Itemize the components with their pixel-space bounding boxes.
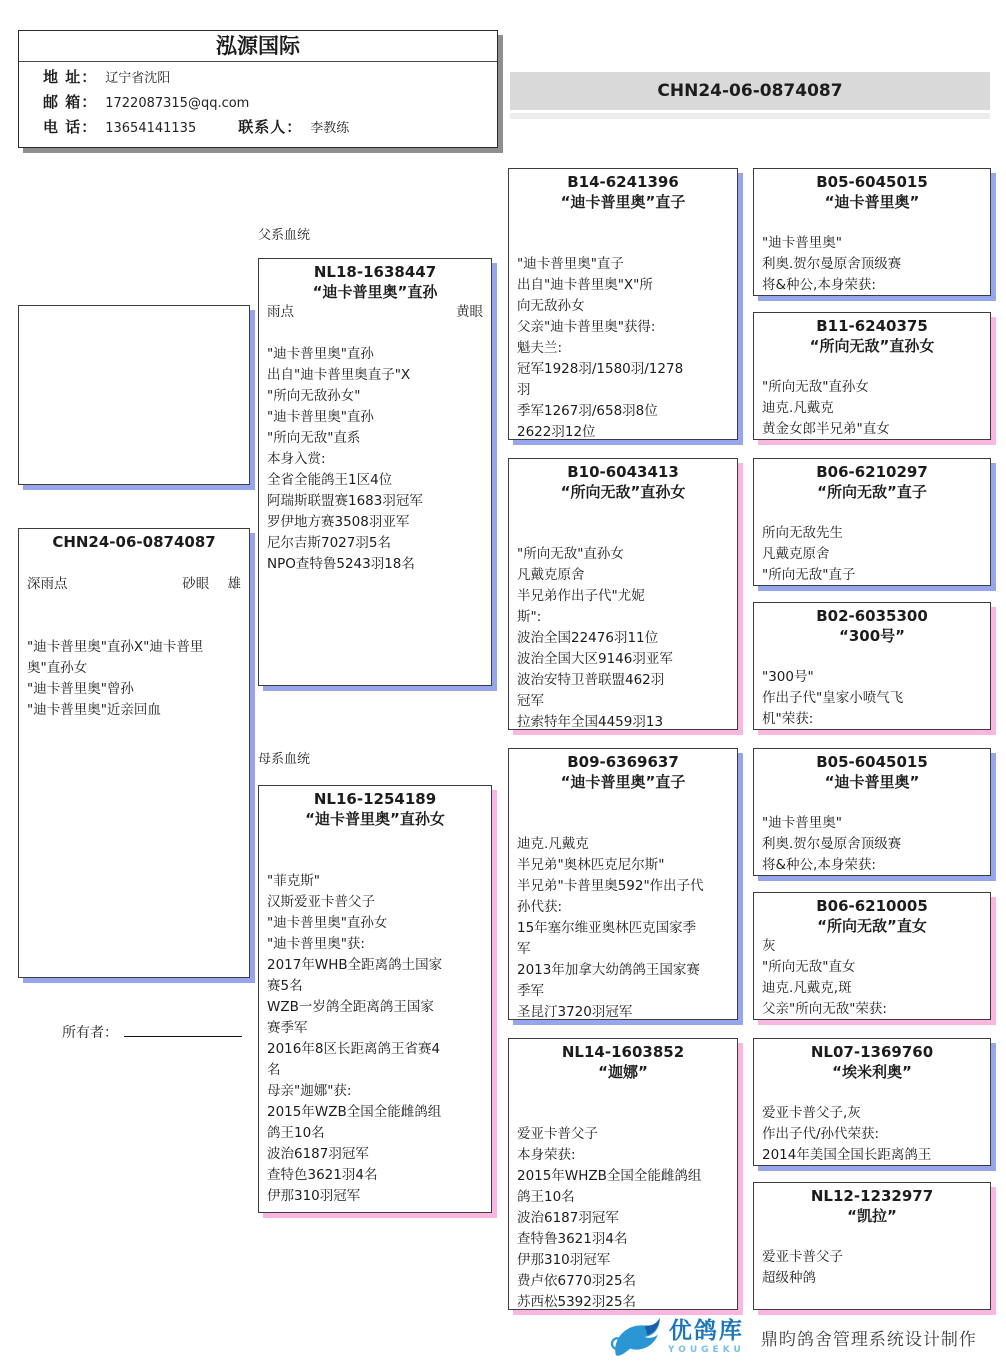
text-line: 查特鲁3621羽4名 — [517, 1231, 628, 1247]
loft-info-card — [18, 30, 498, 148]
bird-details — [762, 356, 982, 440]
bird-details — [517, 1082, 729, 1310]
subject-color: 深雨点 — [27, 576, 68, 592]
text-line: "所向无敌"直孙女 — [762, 379, 869, 395]
bird-details — [517, 212, 729, 440]
text-line — [517, 792, 729, 813]
text-line: 季军 — [517, 983, 544, 999]
subject-details — [27, 595, 241, 721]
text-line: 爱亚卡普父子 — [762, 1249, 843, 1265]
great-grandparent-box-3 — [753, 458, 991, 586]
phone-label: 电 话： — [43, 118, 98, 136]
text-line: 作出子代"皇家小喷气飞 — [762, 690, 904, 706]
phone-row — [19, 116, 497, 137]
brand-name: 优鸽库 — [668, 1318, 744, 1344]
text-line: 超级种鸽 — [762, 1270, 816, 1286]
text-line — [762, 646, 982, 667]
text-line: 鸽王10名 — [517, 1189, 575, 1205]
text-line: 利奥.贺尔曼原舍顶级赛 — [762, 836, 902, 852]
text-line: WZB一岁鸽全距离鸽王国家 — [267, 999, 434, 1015]
subject-meta-row — [27, 574, 241, 595]
banner-underline-bar — [510, 113, 990, 119]
text-line: 罗伊地方赛3508羽亚军 — [267, 514, 410, 530]
text-line — [267, 850, 483, 871]
text-line: 本身荣获: — [517, 1147, 576, 1163]
text-line: 孙代获: — [517, 899, 563, 915]
address-value: 辽宁省沈阳 — [105, 71, 171, 86]
grandfather-maternal-box — [508, 748, 738, 1020]
ring-number-banner: CHN24-06-0874087 — [510, 72, 990, 110]
text-line: 灰 — [762, 938, 776, 954]
text-line: 鸽王10名 — [267, 1125, 325, 1141]
text-line: 伊那310羽冠军 — [267, 1188, 361, 1204]
ring-number: B11-6240375 — [816, 317, 928, 335]
text-line: 凡戴克原舍 — [762, 546, 830, 562]
address-label: 地 址： — [43, 68, 98, 86]
text-line: "迪卡普里奥"直孙女 — [267, 915, 388, 931]
contact-pair — [238, 116, 349, 137]
text-line: 2015年WHZB全国全能雌鸽组 — [517, 1168, 702, 1184]
text-line: 半兄弟"卡普里奥592"作出子代 — [517, 878, 704, 894]
text-line: 出自"迪卡普里奥"X"所 — [517, 277, 653, 293]
bird-name: “所向无敌”直孙女 — [560, 483, 686, 501]
grandmother-paternal-box — [508, 458, 738, 730]
text-line — [267, 829, 483, 850]
bird-details — [762, 1082, 982, 1166]
text-line: "迪卡普里奥"直孙 — [267, 409, 374, 425]
text-line: "所向无敌"直子 — [762, 567, 856, 583]
great-grandparent-box-2 — [753, 312, 991, 440]
bird-name: “迪卡普里奥”直子 — [560, 193, 686, 211]
text-line: 苏西松5392羽25名 — [517, 1294, 637, 1310]
text-line: 2013年加拿大幼鸽鸽王国家赛 — [517, 962, 700, 978]
text-line: 凡戴克原舍 — [517, 567, 585, 583]
photo-placeholder-box — [18, 305, 250, 485]
text-line — [517, 813, 729, 834]
subject-bird-box — [18, 528, 250, 978]
text-line — [517, 233, 729, 254]
text-line — [517, 523, 729, 544]
bird-name: “300号” — [838, 627, 906, 645]
owner-label: 所有者： — [62, 1025, 118, 1041]
text-line: 羽 — [517, 382, 531, 398]
text-line — [27, 595, 241, 616]
text-line — [517, 212, 729, 233]
text-line: 2015年WZB全国全能雌鸽组 — [267, 1104, 442, 1120]
email-row — [19, 91, 497, 112]
bird-details — [762, 646, 982, 730]
text-line: 查特色3621羽4名 — [267, 1167, 378, 1183]
text-line: "迪卡普里奥" — [762, 815, 842, 831]
bird-details — [762, 502, 982, 586]
text-line: 半兄弟"奥林匹克尼尔斯" — [517, 857, 665, 873]
text-line: "迪卡普里奥"近亲回血 — [27, 702, 161, 718]
text-line: 父亲"迪卡普里奥"获得: — [517, 319, 656, 335]
ring-number: NL07-1369760 — [810, 1043, 934, 1061]
text-line: 波治6187羽冠军 — [517, 1210, 619, 1226]
bird-details — [517, 502, 729, 730]
text-line: 机"荣获: — [762, 711, 814, 727]
text-line: "所向无敌孙女" — [267, 388, 361, 404]
paternal-branch-label: 父系血统 — [258, 228, 311, 243]
text-line: 奥"直孙女 — [27, 660, 88, 676]
text-line: 母亲"迦娜"获: — [267, 1083, 352, 1099]
text-line: 2622羽12位 — [517, 424, 596, 440]
contact-value: 李教练 — [310, 121, 350, 136]
ring-number: B09-6369637 — [567, 753, 679, 771]
text-line: 圣昆汀3720羽冠军 — [517, 1004, 633, 1020]
text-line: 冠军 — [517, 693, 544, 709]
bird-details — [517, 792, 729, 1020]
text-line: 15年塞尔维亚奥林匹克国家季 — [517, 920, 697, 936]
owner-signature-blank — [124, 1022, 242, 1037]
bird-name: “迪卡普里奥” — [824, 773, 920, 791]
text-line — [517, 502, 729, 523]
bird-name: “所向无敌”直子 — [817, 483, 927, 501]
text-line — [517, 1103, 729, 1124]
mother-details — [267, 829, 483, 1207]
text-line: "所向无敌"直系 — [267, 430, 361, 446]
text-line: 阿瑞斯联盟赛1683羽冠军 — [267, 493, 423, 509]
brand-text-block — [668, 1319, 745, 1355]
great-grandparent-box-5 — [753, 748, 991, 876]
father-color: 雨点 — [267, 304, 294, 320]
text-line: 波治全国大区9146羽亚军 — [517, 651, 673, 667]
father-details — [267, 323, 483, 575]
ring-number: B06-6210005 — [816, 897, 928, 915]
bird-name: “迪卡普里奥” — [824, 193, 920, 211]
text-line: 迪克.凡戴克 — [762, 400, 834, 416]
text-line: 冠军1928羽/1580羽/1278 — [517, 361, 684, 377]
address-row — [19, 66, 497, 87]
text-line: 出自"迪卡普里奥直子"X — [267, 367, 411, 383]
grandmother-maternal-box — [508, 1038, 738, 1310]
footer-credit-text: 鼎昀鸽舍管理系统设计制作 — [760, 1329, 977, 1350]
text-line — [762, 356, 982, 377]
mother-ring-number: NL16-1254189 — [313, 790, 437, 808]
maternal-branch-label: 母系血统 — [258, 752, 311, 767]
subject-sex: 雄 — [227, 576, 241, 592]
ring-number: NL14-1603852 — [561, 1043, 685, 1061]
text-line: 赛5名 — [267, 978, 303, 994]
text-line: 波治全国22476羽11位 — [517, 630, 659, 646]
subject-eye-sex — [168, 574, 241, 595]
text-line — [762, 792, 982, 813]
text-line: "迪卡普里奥"直孙X"迪卡普里 — [27, 639, 204, 655]
text-line: 波治安特卫普联盟462羽 — [517, 672, 665, 688]
bird-name: “所向无敌”直女 — [817, 917, 927, 935]
subject-ring-number: CHN24-06-0874087 — [52, 533, 216, 551]
text-line: 作出子代/孙代荣获: — [762, 1126, 880, 1142]
text-line: 父亲"所向无敌"荣获: — [762, 1001, 887, 1017]
loft-name: 泓源国际 — [19, 31, 497, 62]
bird-details — [762, 936, 982, 1020]
text-line: "迪卡普里奥"曾孙 — [27, 681, 134, 697]
father-box — [258, 258, 492, 686]
bird-details — [762, 212, 982, 296]
ring-number: B10-6043413 — [567, 463, 679, 481]
text-line — [517, 1082, 729, 1103]
great-grandparent-box-1 — [753, 168, 991, 296]
text-line: "迪卡普里奥"获: — [267, 936, 365, 952]
bird-name: “所向无敌”直孙女 — [809, 337, 935, 355]
text-line: 军 — [517, 941, 531, 957]
text-line: 迪克.凡戴克 — [517, 836, 589, 852]
bird-name: “迦娜” — [598, 1063, 648, 1081]
text-line: "所向无敌"直孙女 — [517, 546, 624, 562]
text-line — [762, 1226, 982, 1247]
footer-brand-row — [608, 1312, 977, 1362]
text-line — [267, 323, 483, 344]
text-line: 黄金女郎半兄弟"直女 — [762, 421, 890, 437]
text-line: 汉斯爱亚卡普父子 — [267, 894, 375, 910]
ring-number: B05-6045015 — [816, 753, 928, 771]
text-line: 波治6187羽冠军 — [267, 1146, 369, 1162]
father-eye: 黄眼 — [456, 304, 483, 320]
text-line: "迪卡普里奥"直孙 — [267, 346, 374, 362]
text-line: 伊那310羽冠军 — [517, 1252, 611, 1268]
text-line: 斯": — [517, 609, 542, 625]
great-grandparent-box-8 — [753, 1182, 991, 1310]
text-line: 全省全能鸽王1区4位 — [267, 472, 393, 488]
text-line: 季军1267羽/658羽8位 — [517, 403, 658, 419]
text-line: 向无敌孙女 — [517, 298, 585, 314]
text-line: 本身入赏: — [267, 451, 326, 467]
text-line: "迪卡普里奥" — [762, 235, 842, 251]
text-line: "迪卡普里奥"直子 — [517, 256, 624, 272]
ring-number: B06-6210297 — [816, 463, 928, 481]
father-ring-number: NL18-1638447 — [313, 263, 437, 281]
ring-number: B02-6035300 — [816, 607, 928, 625]
bird-details — [762, 1226, 982, 1289]
text-line: 尼尔吉斯7027羽5名 — [267, 535, 391, 551]
text-line: 赛季军 — [267, 1020, 308, 1036]
text-line: 利奥.贺尔曼原舍顶级赛 — [762, 256, 902, 272]
text-line: 迪克.凡戴克,斑 — [762, 980, 852, 996]
father-name: “迪卡普里奥”直孙 — [312, 283, 438, 301]
text-line: 拉索特年全国4459羽13 — [517, 714, 664, 730]
bird-details — [762, 792, 982, 876]
text-line: 2016年8区长距离鸽王省赛4 — [267, 1041, 441, 1057]
text-line: 将&种公,本身荣获: — [762, 277, 876, 293]
great-grandparent-box-4 — [753, 602, 991, 730]
bird-name: “凯拉” — [847, 1207, 897, 1225]
ring-number: B14-6241396 — [567, 173, 679, 191]
bird-name: “迪卡普里奥”直子 — [560, 773, 686, 791]
grandfather-paternal-box — [508, 168, 738, 440]
text-line: 半兄弟作出子代"尤妮 — [517, 588, 645, 604]
mother-name: “迪卡普里奥”直孙女 — [305, 810, 445, 828]
text-line: 2014年美国全国长距离鸽王 — [762, 1147, 932, 1163]
brand-subname: YOUGEKU — [668, 1345, 745, 1355]
text-line: "所向无敌"直女 — [762, 959, 856, 975]
text-line: 爱亚卡普父子,灰 — [762, 1105, 861, 1121]
phone-value: 13654141135 — [105, 121, 197, 136]
text-line — [27, 616, 241, 637]
great-grandparent-box-7 — [753, 1038, 991, 1166]
text-line — [762, 502, 982, 523]
text-line — [762, 1082, 982, 1103]
subject-eye: 砂眼 — [182, 576, 210, 592]
mother-box — [258, 785, 492, 1213]
father-meta-row — [267, 302, 483, 323]
text-line: 所向无敌先生 — [762, 525, 843, 541]
text-line: NPO查特鲁5243羽18名 — [267, 556, 415, 572]
text-line: 爱亚卡普父子 — [517, 1126, 598, 1142]
yougeku-bird-logo-icon — [608, 1315, 662, 1359]
text-line: "300号" — [762, 669, 814, 685]
text-line: 将&种公,本身荣获: — [762, 857, 876, 873]
email-label: 邮 箱： — [43, 93, 98, 111]
email-value: 1722087315@qq.com — [105, 96, 250, 111]
text-line: 魁夫兰: — [517, 340, 563, 356]
great-grandparent-box-6 — [753, 892, 991, 1020]
text-line: 名 — [267, 1062, 281, 1078]
ring-number: NL12-1232977 — [810, 1187, 934, 1205]
contact-label: 联系人： — [238, 118, 303, 136]
text-line — [762, 212, 982, 233]
text-line: 2017年WHB全距离鸽土国家 — [267, 957, 443, 973]
text-line: "菲克斯" — [267, 873, 320, 889]
ring-number: B05-6045015 — [816, 173, 928, 191]
owner-signature-row — [62, 1022, 242, 1042]
bird-name: “埃米利奥” — [832, 1063, 912, 1081]
text-line: 费卢依6770羽25名 — [517, 1273, 637, 1289]
